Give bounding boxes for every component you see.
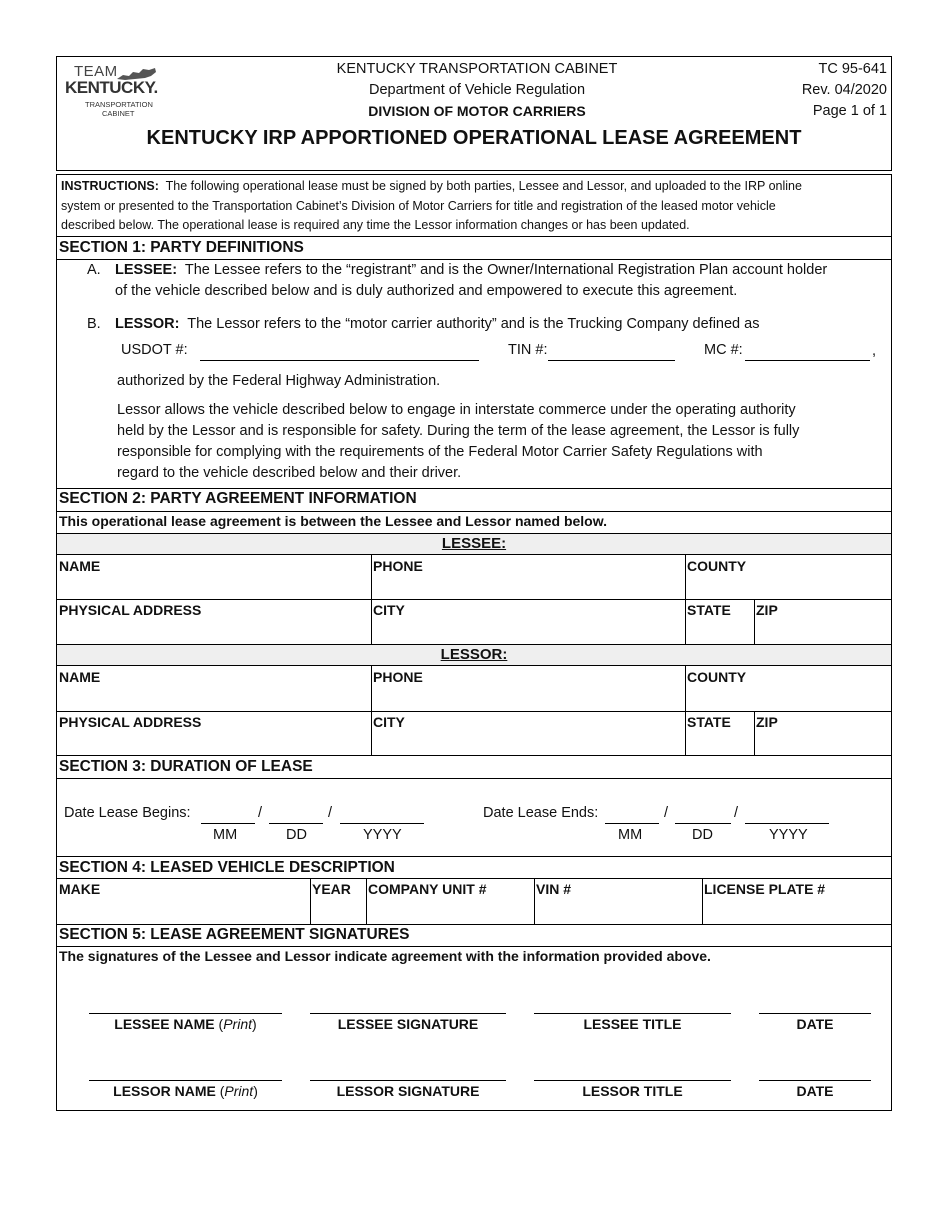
lessee-name-line[interactable]	[89, 1013, 282, 1014]
lessor-name-caption: LESSOR NAME (Print)	[113, 1083, 258, 1099]
lessor-name-field[interactable]: NAME	[59, 669, 101, 685]
mc-input[interactable]	[745, 360, 870, 361]
lease-ends-label: Date Lease Ends:	[483, 805, 599, 821]
lessor-phone-field[interactable]: PHONE	[373, 669, 423, 685]
lessor-signature-line[interactable]	[310, 1080, 506, 1081]
lessee-phone-field[interactable]: PHONE	[373, 558, 423, 574]
divider	[57, 778, 891, 779]
lessor-city-field[interactable]: CITY	[373, 714, 405, 730]
logo-kentucky: KENTUCKY.	[65, 78, 158, 97]
date-separator: /	[328, 805, 333, 821]
lessee-title-line[interactable]	[534, 1013, 731, 1014]
lessee-heading: LESSEE:	[441, 535, 507, 552]
lessee-zip-field[interactable]: ZIP	[756, 602, 778, 618]
end-day-input[interactable]	[675, 823, 731, 824]
agency-name: KENTUCKY TRANSPORTATION CABINET	[336, 61, 618, 77]
lessor-title-line[interactable]	[534, 1080, 731, 1081]
divider	[371, 666, 372, 755]
mc-comma: ,	[872, 343, 877, 359]
form-title: KENTUCKY IRP APPORTIONED OPERATIONAL LEASE AGREEMENT	[146, 127, 802, 149]
lessee-city-field[interactable]: CITY	[373, 602, 405, 618]
lessee-definition: LESSEE: The Lessee refers to the “registrant” and is the Owner/International Registration Plan account holder of the vehicle described below and is duly authorized and empowered to execute this agreement.	[115, 262, 828, 299]
lessor-definition: LESSOR: The Lessor refers to the “motor carrier authority” and is the Trucking Company defined as	[115, 316, 760, 332]
divider	[371, 555, 372, 644]
lessee-definition-marker: A.	[87, 262, 101, 278]
revision-date: Rev. 04/2020	[801, 82, 887, 98]
lessor-definition-marker: B.	[87, 316, 101, 332]
lessee-state-field[interactable]: STATE	[687, 602, 731, 618]
lessor-county-field[interactable]: COUNTY	[687, 669, 747, 685]
instructions-line-2: system or presented to the Transportation Cabinet’s Division of Motor Carriers for title and registration of the leased motor vehicle	[61, 198, 776, 213]
divider	[57, 236, 891, 237]
vin-field[interactable]: VIN #	[536, 881, 572, 897]
lessor-state-field[interactable]: STATE	[687, 714, 731, 730]
instructions-line-1: INSTRUCTIONS: The following operational lease must be signed by both parties, Lessee and Lessor, and uploaded to the IRP online	[61, 179, 802, 193]
form-number: TC 95-641	[818, 61, 887, 77]
begin-month-input[interactable]	[201, 823, 255, 824]
usdot-input[interactable]	[200, 360, 479, 361]
lessee-heading-bar	[57, 533, 891, 555]
lessor-heading: LESSOR:	[440, 646, 508, 663]
date-separator: /	[258, 805, 263, 821]
section-2-intro: This operational lease agreement is between the Lessee and Lessor named below.	[59, 513, 607, 529]
make-field[interactable]: MAKE	[59, 881, 101, 897]
instructions	[61, 177, 887, 236]
divider	[534, 878, 535, 924]
section-1-title: SECTION 1: PARTY DEFINITIONS	[59, 239, 304, 256]
lessee-signature-caption: LESSEE SIGNATURE	[337, 1016, 479, 1032]
instructions-line-3: described below. The operational lease is required any time the Lessor information changes or has been updated.	[61, 218, 690, 232]
divider	[57, 511, 891, 512]
divider	[702, 878, 703, 924]
tin-input[interactable]	[548, 360, 675, 361]
form-body	[56, 174, 892, 1111]
mc-label: MC #:	[704, 342, 743, 358]
date-separator: /	[664, 805, 669, 821]
end-month-input[interactable]	[605, 823, 659, 824]
lessor-heading-bar	[57, 644, 891, 666]
usdot-label: USDOT #:	[121, 342, 188, 358]
department-name: Department of Vehicle Regulation	[368, 82, 586, 98]
divider	[685, 555, 686, 644]
divider	[57, 755, 891, 756]
section-2-title: SECTION 2: PARTY AGREEMENT INFORMATION	[59, 490, 417, 507]
lessor-name-line[interactable]	[89, 1080, 282, 1081]
begin-mm-caption: MM	[213, 827, 238, 843]
lease-begins-label: Date Lease Begins:	[64, 805, 191, 821]
license-plate-field[interactable]: LICENSE PLATE #	[704, 881, 826, 897]
section-3-title: SECTION 3: DURATION OF LEASE	[59, 758, 313, 775]
divider	[366, 878, 367, 924]
section-4-title: SECTION 4: LEASED VEHICLE DESCRIPTION	[59, 859, 395, 876]
divider	[57, 599, 891, 600]
section-5-title: SECTION 5: LEASE AGREEMENT SIGNATURES	[59, 926, 410, 943]
lessor-date-line[interactable]	[759, 1080, 871, 1081]
year-field[interactable]: YEAR	[312, 881, 351, 897]
begin-year-input[interactable]	[340, 823, 424, 824]
end-yyyy-caption: YYYY	[769, 827, 808, 843]
lessee-date-line[interactable]	[759, 1013, 871, 1014]
lessee-date-caption: DATE	[796, 1016, 834, 1032]
end-dd-caption: DD	[692, 827, 713, 843]
section-5-intro: The signatures of the Lessee and Lessor indicate agreement with the information provided above.	[59, 948, 711, 964]
date-separator: /	[734, 805, 739, 821]
lessor-title-caption: LESSOR TITLE	[582, 1083, 683, 1099]
lessee-signature-line[interactable]	[310, 1013, 506, 1014]
divider	[754, 599, 755, 644]
divider	[57, 924, 891, 925]
begin-dd-caption: DD	[286, 827, 307, 843]
lessee-name-caption: LESSEE NAME (Print)	[114, 1016, 257, 1032]
lessee-county-field[interactable]: COUNTY	[687, 558, 747, 574]
divider	[57, 856, 891, 857]
divider	[685, 666, 686, 755]
lessor-zip-field[interactable]: ZIP	[756, 714, 778, 730]
authorized-text: authorized by the Federal Highway Administration.	[117, 373, 441, 389]
instructions-label: INSTRUCTIONS:	[61, 179, 159, 193]
lessor-signature-caption: LESSOR SIGNATURE	[336, 1083, 480, 1099]
team-kentucky-logo	[65, 63, 165, 123]
company-unit-field[interactable]: COMPANY UNIT #	[368, 881, 487, 897]
lessee-address-field[interactable]: PHYSICAL ADDRESS	[59, 602, 202, 618]
lessor-responsibility-paragraph: Lessor allows the vehicle described below to engage in interstate commerce under the operating authority held by the Lessor and is responsible for safety. During the term of the lease agreement, the Lessor is fully responsible for complying with the requirements of the Federal Motor Carrier Safety Regulations with regard to the vehicle described below and their driver.	[117, 402, 800, 481]
tin-label: TIN #:	[508, 342, 548, 358]
divider	[57, 878, 891, 879]
divider	[310, 878, 311, 924]
logo-cabinet: CABINET	[102, 109, 135, 118]
begin-yyyy-caption: YYYY	[363, 827, 402, 843]
lessor-address-field[interactable]: PHYSICAL ADDRESS	[59, 714, 202, 730]
page-number: Page 1 of 1	[812, 103, 887, 119]
header-box	[56, 56, 892, 171]
divider	[754, 711, 755, 755]
logo-team: TEAM	[74, 63, 118, 80]
divider	[57, 946, 891, 947]
divider	[57, 711, 891, 712]
logo-transportation: TRANSPORTATION	[85, 100, 153, 109]
lessee-name-field[interactable]: NAME	[59, 558, 101, 574]
lessee-title-caption: LESSEE TITLE	[583, 1016, 682, 1032]
division-name: DIVISION OF MOTOR CARRIERS	[368, 103, 586, 119]
end-year-input[interactable]	[745, 823, 829, 824]
lessor-date-caption: DATE	[796, 1083, 834, 1099]
end-mm-caption: MM	[618, 827, 643, 843]
divider	[57, 488, 891, 489]
begin-day-input[interactable]	[269, 823, 323, 824]
